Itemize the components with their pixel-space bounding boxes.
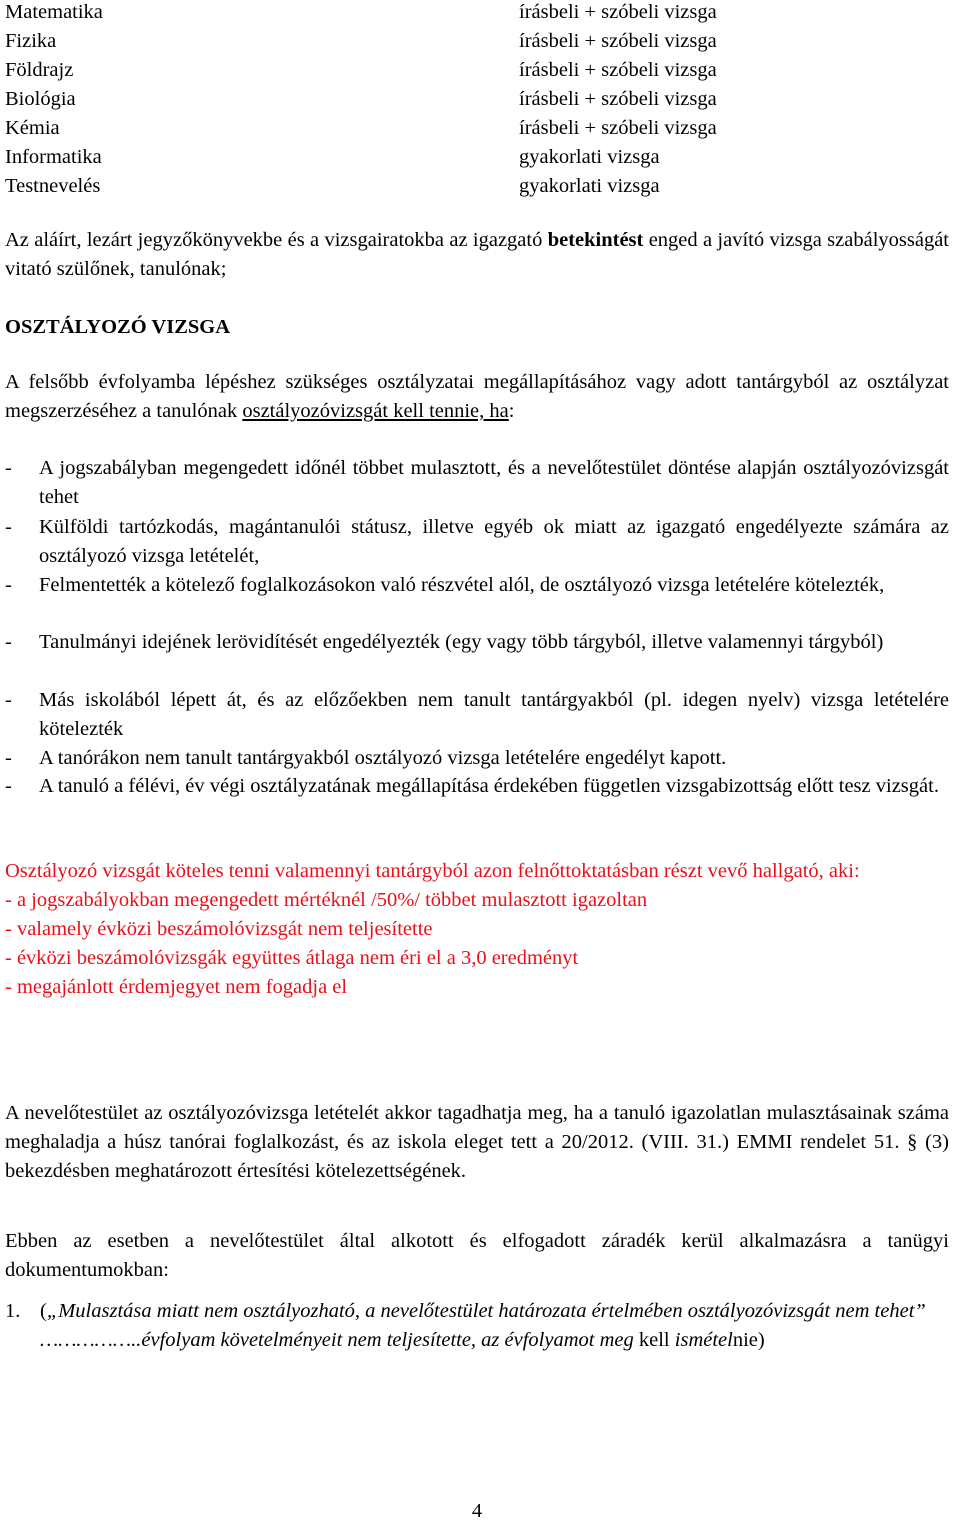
adult-item: - a jogszabályokban megengedett mértéknél /50%/ többet mulasztott igazoltan <box>5 889 648 911</box>
list-dash: - <box>5 631 12 653</box>
intro-underlined: osztályozóvizsgát kell tennie, ha <box>242 400 509 422</box>
condition-text: Tanulmányi idejének lerövidítését engedélyezték (egy vagy több tárgyból, illetve valamennyi tárgyból) <box>39 631 884 653</box>
exam-mode: írásbeli + szóbeli vizsga <box>519 88 717 110</box>
condition-text: Felmentették a kötelező foglalkozásokon való részvétel alól, de osztályozó vizsga letételére kötelezték, <box>39 574 885 596</box>
intro-text: A felsőbb évfolyamba lépéshez szükséges osztályzatai megállapításához vagy adott tantárgyból az osztályzat megszerzéséhez a tanulónak <box>5 371 949 422</box>
clause-text <box>40 1297 949 1326</box>
subject-row <box>5 29 949 58</box>
exam-mode: írásbeli + szóbeli vizsga <box>519 59 717 81</box>
condition-text: A jogszabályban megengedett időnél többet mulasztott, és a nevelőtestület döntése alapján osztályozóvizsgát tehet <box>39 457 949 508</box>
exam-mode: gyakorlati vizsga <box>519 146 660 168</box>
condition-text: Külföldi tartózkodás, magántanulói státusz, illetve egyéb ok miatt az igazgató engedélyezte számára az osztályozó vizsga letételét, <box>39 516 949 567</box>
list-dash: - <box>5 775 12 797</box>
subject-row <box>5 0 949 29</box>
intro-paragraph <box>5 368 949 426</box>
subject-name: Matematika <box>5 1 103 23</box>
list-dash: - <box>5 747 12 769</box>
section-heading: OSZTÁLYOZÓ VIZSGA <box>5 316 231 338</box>
exam-mode: írásbeli + szóbeli vizsga <box>519 117 717 139</box>
adult-education-block <box>5 857 949 1002</box>
clause-open-paren: ( <box>40 1300 47 1322</box>
clause-italic-text-2: évfolyam követelményeit nem teljesítette, az évfolyamot meg <box>141 1329 634 1351</box>
page-number: 4 <box>471 1500 483 1522</box>
condition-item <box>5 513 949 571</box>
subject-name: Kémia <box>5 117 60 139</box>
clause-plain-text-2: nie) <box>732 1329 765 1351</box>
clause-continuation <box>40 1326 949 1355</box>
inspection-text-end: enged a javító vizsga szabályosságát vitató szülőnek, tanulónak; <box>5 229 949 280</box>
clause-quote-open: „ <box>46 1300 59 1322</box>
condition-item <box>5 571 949 600</box>
clause-number: 1. <box>5 1300 21 1322</box>
condition-item <box>5 744 949 773</box>
adult-item: - évközi beszámolóvizsgák együttes átlaga nem éri el a 3,0 eredményt <box>5 947 579 969</box>
subject-row <box>5 145 949 174</box>
subject-name: Földrajz <box>5 59 74 81</box>
clause-item <box>5 1297 949 1355</box>
condition-text: Más iskolából lépett át, és az előzőekben nem tanult tantárgyakból (pl. idegen nyelv) vizsga letételére kötelezték <box>39 689 949 740</box>
list-dash: - <box>5 457 12 479</box>
condition-item <box>5 686 949 744</box>
subject-name: Testnevelés <box>5 175 101 197</box>
clause-italic-text-3: ismétel <box>674 1329 733 1351</box>
adult-intro: Osztályozó vizsgát köteles tenni valamennyi tantárgyból azon felnőttoktatásban részt vevő hallgató, aki: <box>5 860 860 882</box>
list-dash: - <box>5 689 12 711</box>
condition-text: A tanuló a félévi, év végi osztályzatának megállapítása érdekében független vizsgabizottság előtt tesz vizsgát. <box>39 775 939 797</box>
subject-name: Biológia <box>5 88 76 110</box>
condition-text: A tanórákon nem tanult tantárgyakból osztályozó vizsga letételére engedélyt kapott. <box>39 747 727 769</box>
clause-paragraph: Ebben az esetben a nevelőtestület által alkotott és elfogadott záradék kerül alkalmazásra a tanügyi dokumentumokban: <box>5 1230 949 1281</box>
adult-item: - valamely évközi beszámolóvizsgát nem teljesítette <box>5 918 433 940</box>
exam-mode: írásbeli + szóbeli vizsga <box>519 1 717 23</box>
clause-italic-text: Mulasztása miatt nem osztályozható, a nevelőtestület határozata értelmében osztályozóvizsgát nem tehet <box>58 1300 915 1322</box>
subject-row <box>5 58 949 87</box>
list-dash: - <box>5 516 12 538</box>
subject-name: Fizika <box>5 30 57 52</box>
exam-mode: gyakorlati vizsga <box>519 175 660 197</box>
clause-plain-text: kell <box>633 1329 675 1351</box>
clause-dots: …………….. <box>40 1329 142 1351</box>
clause-quote-close: ” <box>914 1300 926 1322</box>
intro-colon: : <box>508 400 515 422</box>
subject-row <box>5 116 949 145</box>
subject-row <box>5 174 949 203</box>
inspection-bold-word: betekintést <box>547 229 644 251</box>
list-dash: - <box>5 574 12 596</box>
refusal-paragraph: A nevelőtestület az osztályozóvizsga letételét akkor tagadhatja meg, ha a tanuló igazolatlan mulasztásainak száma meghaladja a húsz tanórai foglalkozást, és az iskola eleget tett a 20/2012. (VIII. 31.) EMMI rendelet 51. § (3) bekezdésben meghatározott értesítési kötelezettségének. <box>5 1102 949 1182</box>
subject-row <box>5 87 949 116</box>
condition-item <box>5 454 949 512</box>
adult-item: - megajánlott érdemjegyet nem fogadja el <box>5 976 348 998</box>
exam-mode: írásbeli + szóbeli vizsga <box>519 30 717 52</box>
inspection-text: Az aláírt, lezárt jegyzőkönyvekbe és a vizsgairatokba az igazgató <box>5 229 548 251</box>
condition-item <box>5 628 949 657</box>
subject-name: Informatika <box>5 146 102 168</box>
inspection-paragraph <box>5 226 949 284</box>
condition-item <box>5 772 949 801</box>
